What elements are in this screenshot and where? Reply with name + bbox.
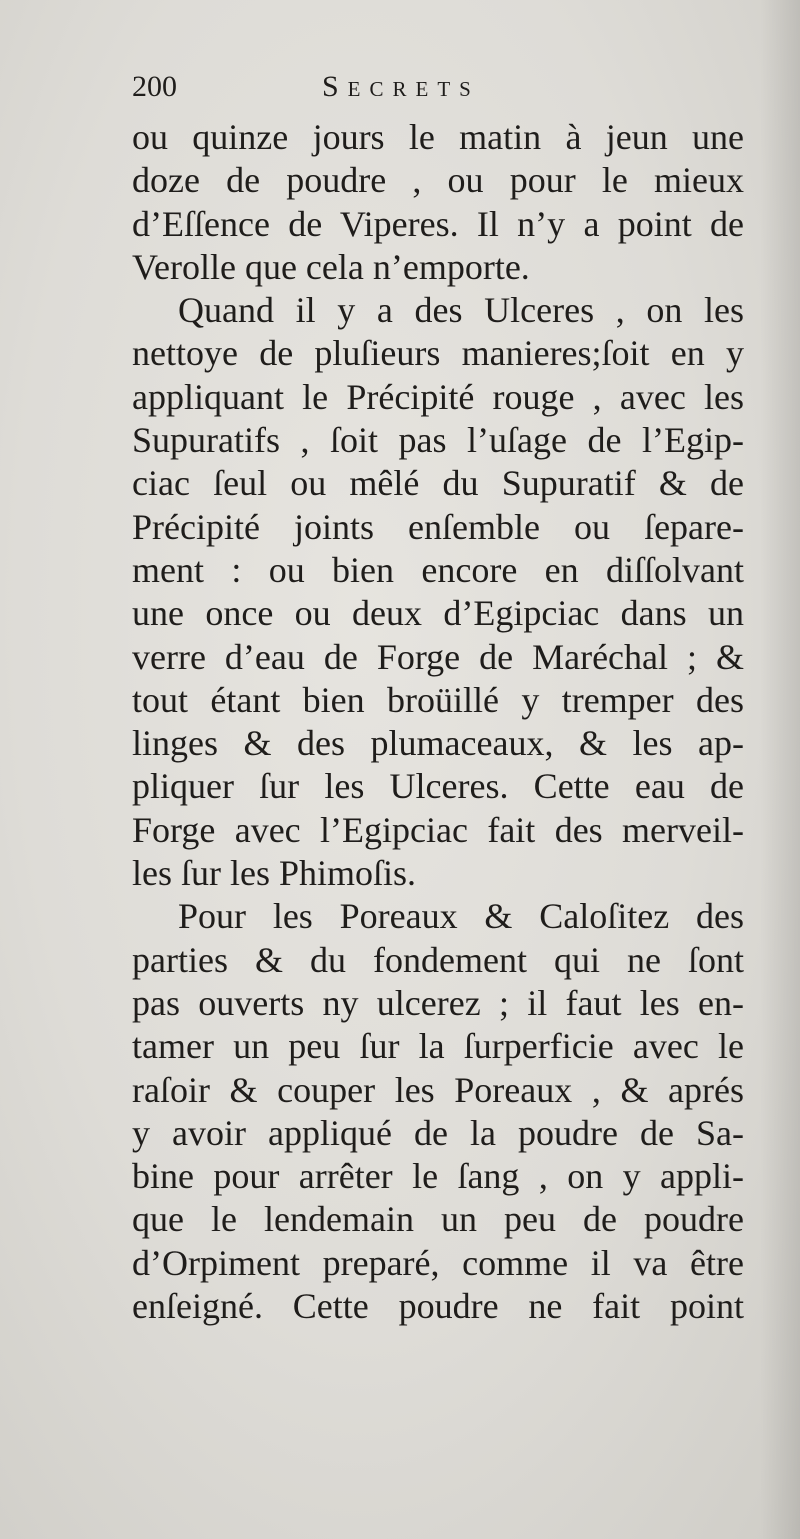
text-line: Pour les Poreaux & Caloſitez des xyxy=(178,896,744,937)
paragraph-3 xyxy=(132,895,744,1328)
text-line: d’Orpiment preparé, comme il va être xyxy=(132,1242,744,1283)
text-line: d’Eſſence de Viperes. Il n’y a point de xyxy=(132,203,744,244)
paragraph-2 xyxy=(132,289,744,895)
text-line: une once ou deux d’Egipciac dans un xyxy=(132,593,744,634)
text-line: bine pour arrêter le ſang , on y appli- xyxy=(132,1156,744,1197)
page-header-title: Secrets xyxy=(322,70,480,103)
text-line: Quand il y a des Ulceres , on les xyxy=(178,290,744,331)
text-line: les ſur les Phimoſis. xyxy=(132,853,417,894)
text-line: enſeigné. Cette poudre ne fait point xyxy=(132,1286,744,1327)
text-line: ou quinze jours le matin à jeun une xyxy=(132,117,744,157)
text-line: Verolle que cela n’emporte. xyxy=(132,246,530,287)
text-line: que le lendemain un peu de poudre xyxy=(132,1199,744,1240)
text-block xyxy=(132,70,744,1328)
text-line: verre d’eau de Forge de Maréchal ; & xyxy=(132,636,744,677)
text-line: Précipité joints enſemble ou ſepare- xyxy=(132,506,744,547)
text-line: ment : ou bien encore en diſſolvant xyxy=(132,549,744,590)
running-head xyxy=(132,70,744,116)
text-line: ciac ſeul ou mêlé du Supuratif & de xyxy=(132,463,744,504)
text-line: appliquant le Précipité rouge , avec les xyxy=(132,376,744,417)
text-line: doze de poudre , ou pour le mieux xyxy=(132,160,744,201)
text-line: nettoye de pluſieurs manieres;ſoit en y xyxy=(132,333,744,374)
text-line: pas ouverts ny ulcerez ; il faut les en- xyxy=(132,982,744,1023)
text-line: tout étant bien broüillé y tremper des xyxy=(132,679,744,720)
text-line: parties & du fondement qui ne ſont xyxy=(132,939,744,980)
text-line: Supuratifs , ſoit pas l’uſage de l’Egip- xyxy=(132,420,744,461)
paragraph-1 xyxy=(132,116,744,289)
page-edge-shadow xyxy=(760,0,800,1539)
text-line: pliquer ſur les Ulceres. Cette eau de xyxy=(132,766,744,807)
page-number: 200 xyxy=(132,70,177,103)
text-line: linges & des plumaceaux, & les ap- xyxy=(132,723,744,764)
text-line: y avoir appliqué de la poudre de Sa- xyxy=(132,1112,744,1153)
text-line: raſoir & couper les Poreaux , & aprés xyxy=(132,1069,744,1110)
text-line: Forge avec l’Egipciac fait des merveil- xyxy=(132,809,744,850)
text-line: tamer un peu ſur la ſurperficie avec le xyxy=(132,1026,744,1067)
